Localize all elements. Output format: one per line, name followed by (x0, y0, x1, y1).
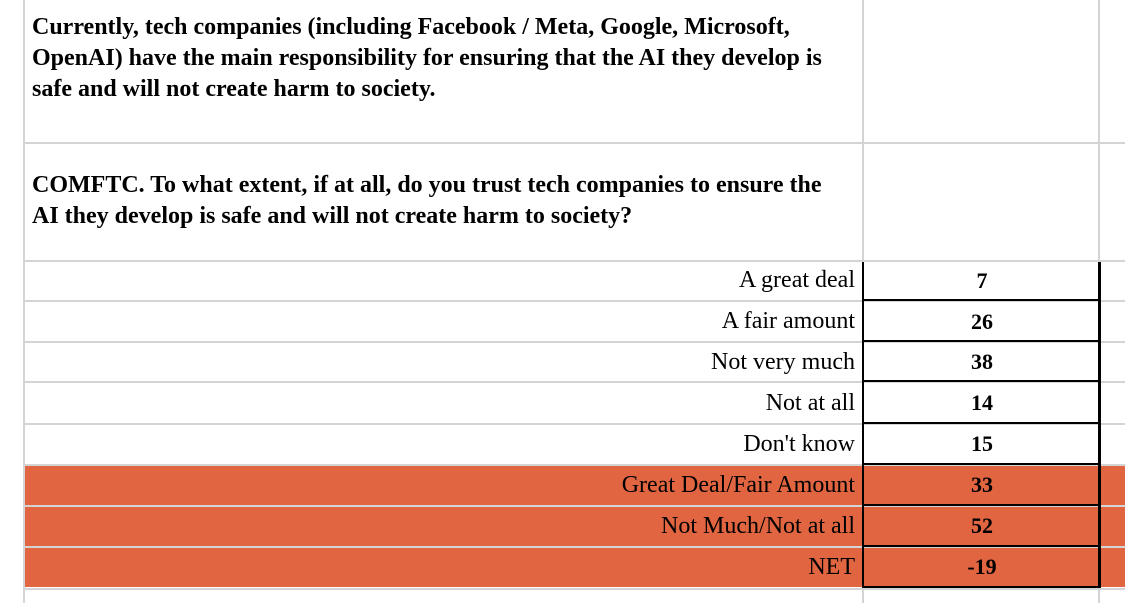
summary-value-great-deal-fair-amount: 33 (971, 472, 993, 497)
summary-label-net: NET (808, 554, 855, 580)
gridline-row-1 (23, 142, 1125, 144)
summary-label-great-deal-fair-amount: Great Deal/Fair Amount (621, 472, 855, 498)
response-label-dont-know: Don't know (743, 431, 855, 457)
summary-value-not-much-not-at-all: 52 (971, 513, 993, 538)
response-label-not-at-all: Not at all (765, 390, 855, 416)
response-label-a-great-deal: A great deal (739, 267, 855, 293)
statement-text: Currently, tech companies (including Facebook / Meta, Google, Microsoft, OpenAI) have the main responsibility for ensuring that the AI they develop is safe and will not create harm to society. (32, 14, 822, 102)
gridline-row-10 (23, 588, 1125, 590)
summary-label-not-much-not-at-all: Not Much/Not at all (661, 513, 855, 539)
response-value-a-fair-amount: 26 (971, 309, 993, 334)
response-value-not-very-much: 38 (971, 349, 993, 374)
response-value-a-great-deal: 7 (976, 268, 988, 293)
summary-value-net: -19 (967, 554, 997, 579)
response-value-dont-know: 15 (971, 431, 993, 456)
response-value-not-at-all: 14 (971, 390, 993, 415)
response-label-not-very-much: Not very much (711, 349, 855, 375)
response-label-a-fair-amount: A fair amount (721, 308, 855, 334)
question-text: COMFTC. To what extent, if at all, do you trust tech companies to ensure the AI they develop is safe and will not create harm to society? (32, 172, 822, 229)
